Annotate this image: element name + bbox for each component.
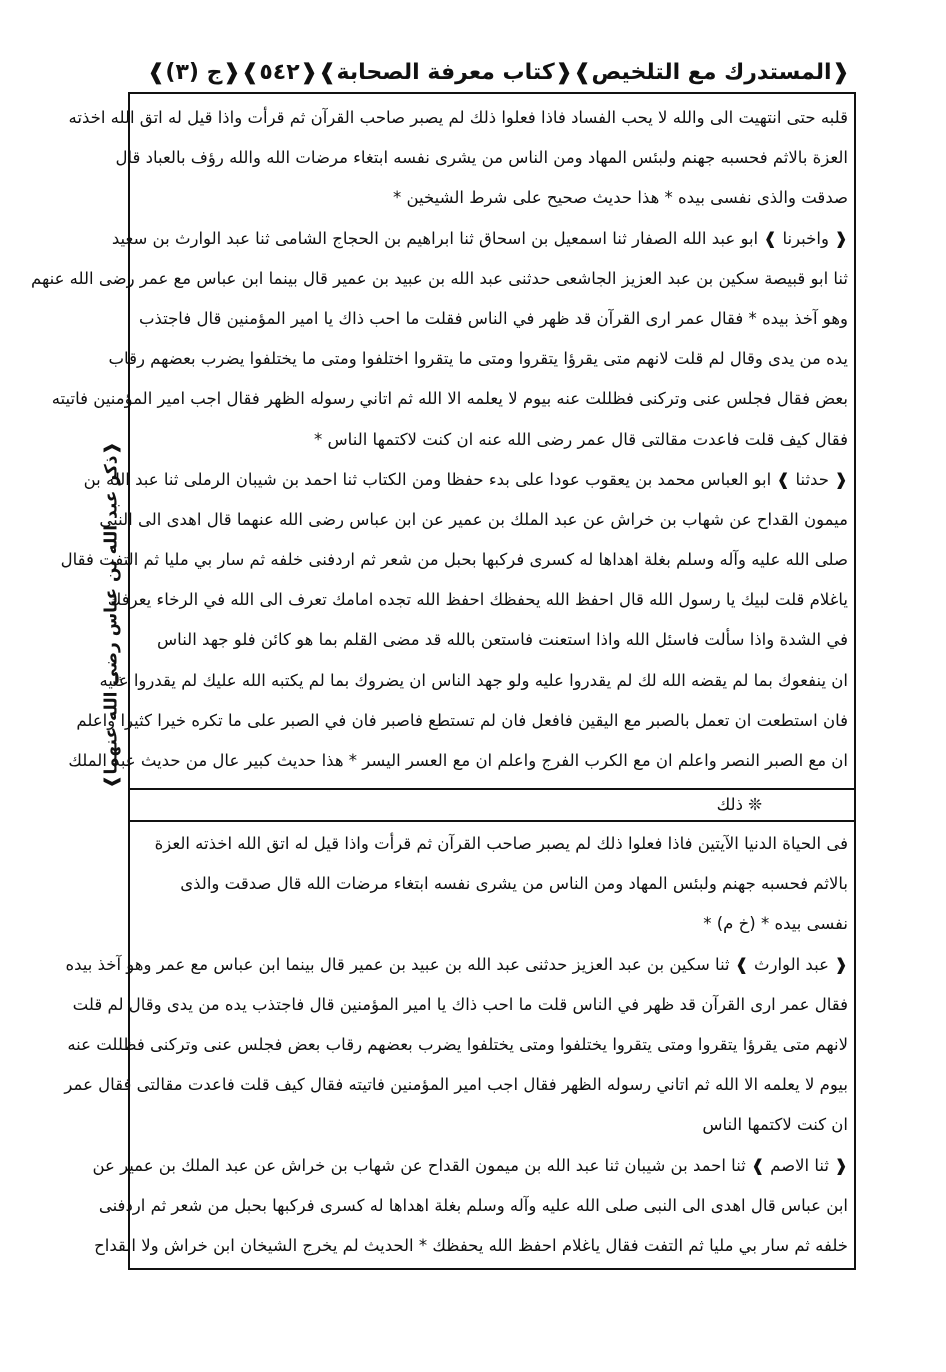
- main-line: ياغلام قلت لبيك يا رسول الله قال احفظ الله يحفظك احفظ الله تجده امامك تعرف الى الله في الرخاء يعرفك: [107, 590, 848, 610]
- main-line: ❰ واخبرنا ❱ ابو عبد الله الصفار ثنا اسمعيل بن اسحاق ثنا ابراهيم بن الحجاج الشامى ثنا عبد الوارث بن سعيد: [111, 228, 848, 248]
- main-line: فان استطعت ان تعمل بالصبر مع اليقين فافعل فان لم تستطع فاصبر فان في الصبر على ما تكره خيرا كثيرا واعلم: [76, 710, 848, 730]
- notes-line: ❰ ثنا الاصم ❱ ثنا احمد بن شيبان ثنا عبد الله بن ميمون القداح عن شهاب بن خراش عن عبد الملك بن عمير عن: [92, 1155, 848, 1175]
- main-line: بعض فقال فجلس عنى وتركنى فظللت عنه بيوم لا يعلمه الا الله ثم اتاني رسوله الظهر فقال اجب امير المؤمنين فاتيته: [51, 389, 848, 409]
- main-line: ثنا ابو قبيصة سكين بن عبد العزيز الجاشعى حدثنى عبد الله بن عبيد بن عمير قال بينما ابن عباس مع عمر رضى الله عنهم: [31, 268, 848, 288]
- notes-line: فى الحياة الدنيا الآيتين فاذا فعلوا ذلك لم يصبر صاحب القرآن ثم قرأت واذا قيل له اتق الله اخذته العزة: [154, 834, 848, 853]
- notes-line: ان كنت لاكتمها الناس: [702, 1115, 848, 1135]
- main-line: صلى الله عليه وآله وسلم بغلة اهداها له كسرى فركبها بحبل من شعر ثم اردفنى خلفه ثم سار بي مليا ثم التفت فقال: [60, 550, 848, 570]
- main-line: في الشدة واذا سألت فاسئل الله واذا استعنت فاستعن بالله قد مضى القلم بما هو كائن فلو جهد الناس: [157, 630, 848, 650]
- main-line: ان مع الصبر النصر واعلم ان مع الكرب الفرج واعلم ان مع العسر اليسر * هذا حديث كبير عال من حديث عبد الملك: [68, 751, 848, 770]
- divider-line: [130, 788, 854, 790]
- header-page-number: ❰٥٤٢❱: [240, 59, 319, 85]
- margin-title-text: ❰ذكر عبد الله بن عباس رضي الله عنهما❱: [102, 441, 122, 789]
- notes-line: ❰ عبد الوارث ❱ ثنا سكين بن عبد العزيز حدثنى عبد الله بن عبيد بن عمير قال بينما ابن عباس مع عمر وهو آخذ بيده: [65, 954, 848, 974]
- notes-line: خلفه ثم سار بي مليا ثم التفت فقال ياغلام احفظ الله يحفظك * الحديث لم يخرج الشيخان ابن خراش ولا القداح: [94, 1235, 848, 1255]
- main-line: صدقت والذى نفسى بيده * هذا حديث صحيح على شرط الشيخين *: [392, 188, 848, 208]
- margin-section-title: [92, 441, 132, 789]
- divider-line: [130, 820, 854, 822]
- notes-line: لانهم متى يقرؤا يتقروا ومتى يتقروا يختلفوا ومتى يختلفوا يضرب بعضهم رقاب بعض فجلس عنى وتركنى فظللت عنه: [67, 1034, 848, 1054]
- main-line: العزة بالاثم فحسبه جهنم ولبئس المهاد ومن الناس من يشرى نفسه ابتغاء مرضات الله والله رؤف بالعباد قال: [115, 148, 848, 168]
- notes-line: بالاثم فحسبه جهنم ولبئس المهاد ومن الناس من يشرى نفسه ابتغاء مرضات الله قال صدقت والذى: [180, 874, 848, 894]
- main-line: ان ينفعوك بما لم يقضه الله لك لم يقدروا عليه ولو جهد الناس ان يضروك بما لم يكتبه الله عليك لم يقدروا عليه: [99, 670, 848, 690]
- main-line: وهو آخذ بيده * فقال عمر ارى القرآن قد ظهر في الناس فقلت ما احب ذاك يا امير المؤمنين قال فاجتذب: [138, 308, 848, 328]
- header-book-title: ❰المستدرك مع التلخيص❱: [573, 59, 850, 85]
- notes-line: ابن عباس قال اهدى الى النبى صلى الله عليه وآله وسلم بغلة اهداها له كسرى فركبها بحبل من شعر ثم اردفنى: [98, 1195, 848, 1215]
- notes-line: فقال عمر ارى القرآن قد ظهر في الناس قلت ما احب ذاك يا امير المؤمنين قال فاجتذب يده من يدى وقال لم قلت: [72, 994, 848, 1014]
- notes-line: بيوم لا يعلمه الا الله ثم اتاني رسوله الظهر فقال اجب امير المؤمنين فاتيته فقال كيف قلت فاعدت مقالتى فقال عمر: [64, 1075, 848, 1095]
- summary-notes: [64, 824, 848, 1264]
- main-line: قلبه حتى انتهيت الى والله لا يحب الفساد فاذا فعلوا ذلك لم يصبر صاحب القرآن ثم قرأت واذا قيل له اتق الله اخذته: [68, 108, 848, 127]
- notes-line: نفسى بيده * (خ م) *: [703, 914, 848, 934]
- main-line: ميمون القداح عن شهاب بن خراش عن عبد الملك بن عمير عن ابن عباس رضى الله عنهما قال اهدى الى النبي: [99, 509, 848, 529]
- carryover-line: ❊ ذلك: [716, 795, 762, 814]
- header-chapter-title: ❰كتاب معرفة الصحابة❱: [318, 59, 574, 85]
- main-line: فقال كيف قلت فاعدت مقالتى قال عمر رضى الله عنه ان كنت لاكتمها الناس *: [314, 429, 848, 449]
- main-line: يده من يدى وقال لم قلت لانهم متى يقرؤا يتقروا ومتى ما يتقروا اختلفوا ومتى ما يختلفوا يضرب بعضهم رقاب: [108, 349, 848, 369]
- running-header: [146, 52, 850, 92]
- header-volume: ❰ج (٣)❱: [146, 59, 241, 85]
- main-line: ❰ حدثنا ❱ ابو العباس محمد بن يعقوب عودا على بدء حفظا ومن الكتاب ثنا احمد بن شيبان الرملى ثنا عبد الله بن: [83, 469, 848, 489]
